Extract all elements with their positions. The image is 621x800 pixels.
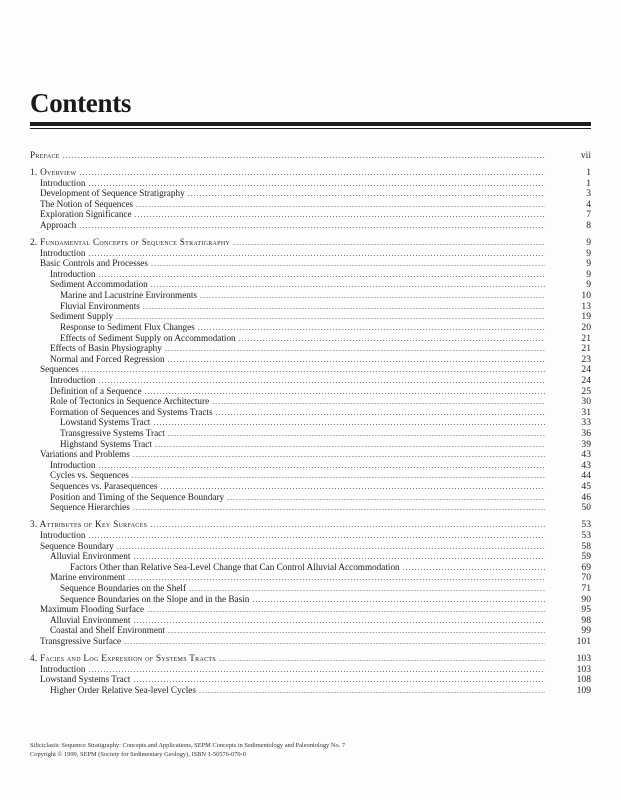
toc-entry [30,209,591,220]
toc-entry [30,396,591,407]
toc-entry-title: Transgressive Systems Tract [60,428,165,439]
toc-entry-title: Lowstand Systems Tract [40,674,131,685]
toc-entry-title: Approach [40,220,77,231]
toc-entry [30,492,591,503]
toc-entry-title: Fluvial Environments [60,300,140,311]
toc-page-number: 69 [581,561,591,573]
toc-entry-title: 2. Fundamental Concepts of Sequence Stratigraphy [30,237,231,248]
toc-page-number: 24 [581,364,591,376]
dot-leader [136,200,545,211]
toc-entry [30,541,591,552]
toc-page-number: 59 [581,551,591,563]
toc-page-number: 70 [581,572,591,584]
toc-entry [30,301,591,312]
toc-entry-title: Position and Timing of the Sequence Boundary [50,491,225,502]
toc-entry-title: Cycles vs. Sequences [50,470,129,481]
toc-page-number: 9 [586,258,591,270]
toc-entry [30,470,591,481]
dot-leader [133,616,545,627]
toc-entry [30,481,591,492]
toc-entry [30,386,591,397]
dot-leader [132,471,545,482]
dot-leader [98,461,545,472]
toc-entry-title: Lowstand Systems Tract [60,417,151,428]
dot-leader [233,238,545,249]
toc-entry-title: Role of Tectonics in Sequence Architecture [50,396,210,407]
toc-entry-title: Sequences [40,364,79,375]
dot-leader [79,221,545,232]
toc-entry [30,417,591,428]
toc-page-number: 58 [581,540,591,552]
toc-entry-title: Formation of Sequences and Systems Tracts [50,406,213,417]
dot-leader [227,493,545,504]
toc-entry-title: Sequence Boundary [40,540,114,551]
toc-entry [30,636,591,647]
toc-page-number: 20 [581,321,591,333]
toc-page-number: 98 [581,614,591,626]
toc-page-number: 43 [581,459,591,471]
toc-entry-title: Basic Controls and Processes [40,258,148,269]
toc-entry-title: Maximum Flooding Surface [40,604,145,615]
toc-entry [30,594,591,605]
toc-entry [30,188,591,199]
toc-entry-title: Introduction [50,374,96,385]
dot-leader [239,334,545,345]
toc-entry-title: 4. Facies and Log Expression of Systems Tracts [30,652,217,663]
toc-page-number: 101 [576,635,591,647]
toc-page-number: 23 [581,353,591,365]
dot-leader [82,365,545,376]
toc-entry [30,583,591,594]
toc-entry-title: Higher Order Relative Sea-level Cycles [50,684,196,695]
toc-page-number: 7 [586,209,591,221]
dot-leader [143,302,545,313]
dot-leader [212,397,545,408]
toc-entry-title: Sediment Accommodation [50,279,148,290]
dot-leader [403,563,545,574]
toc-page-number: 9 [586,247,591,259]
dot-leader [88,665,545,676]
toc-page-number: 10 [581,290,591,302]
toc-chapter-entry [30,150,591,161]
dot-leader [63,151,545,162]
toc-entry [30,685,591,696]
toc-page-number: 43 [581,449,591,461]
toc-page-number: 9 [586,279,591,291]
toc-page-number: 39 [581,438,591,450]
toc-page-number: 71 [581,582,591,594]
toc-page-number: 24 [581,374,591,386]
toc-entry [30,354,591,365]
toc-page-number: 8 [586,220,591,232]
toc-entry [30,199,591,210]
toc-entry-title: Factors Other than Relative Sea-Level Change that Can Control Alluvial Accommodation [70,561,400,572]
toc-entry [30,615,591,626]
toc-entry-title: Exploration Significance [40,209,132,220]
dot-leader [165,344,545,355]
toc-entry-title: Variations and Problems [40,449,130,460]
toc-entry-title: Normal and Forced Regression [50,353,165,364]
toc-entry [30,428,591,439]
toc-entry-title: Sequence Boundaries on the Slope and in the Basin [60,593,250,604]
footer-citation: Siliciclastic Sequence Stratigraphy: Concepts and Applications, SEPM Concepts in Sedimentology and Paleontology No. 7 [30,742,346,749]
toc-entry-title: Marine and Lacustrine Environments [60,290,198,301]
toc-entry [30,674,591,685]
toc-page-number: 90 [581,593,591,605]
toc-chapter-entry [30,653,591,664]
toc-page-number: 99 [581,625,591,637]
dot-leader [133,503,545,514]
dot-leader [135,210,545,221]
toc-entry [30,449,591,460]
toc-entry [30,375,591,386]
dot-leader [147,605,545,616]
toc-entry [30,551,591,562]
dot-leader [168,626,545,637]
dot-leader [117,542,545,553]
toc-page-number: 13 [581,300,591,312]
dot-leader [252,595,545,606]
toc-page-number: 1 [586,167,591,178]
dot-leader [151,259,545,270]
toc-entry-title: Sequences vs. Parasequences [50,481,158,492]
toc-entry-title: Sediment Supply [50,311,114,322]
toc-entry [30,322,591,333]
dot-leader [128,573,545,584]
toc-page-number: 109 [576,684,591,696]
title-rule-thick [30,122,591,126]
toc-entry [30,625,591,636]
toc-entry-title: Definition of a Sequence [50,385,142,396]
dot-leader [216,408,545,419]
toc-page-number: 103 [576,652,591,664]
dot-leader [155,440,545,451]
toc-page-number: 9 [586,268,591,280]
dot-leader [168,429,545,440]
toc-chapter-entry [30,167,591,178]
dot-leader [198,323,545,334]
toc-entry-title: Coastal and Shelf Environment [50,625,166,636]
toc-entry [30,562,591,573]
toc-page-number: 25 [581,385,591,397]
toc-entry-title: 1. Overview [30,167,77,177]
toc-entry [30,279,591,290]
toc-entry [30,572,591,583]
toc-entry-title: Response to Sediment Flux Changes [60,321,195,332]
toc-entry [30,664,591,675]
copyright-footer [30,742,591,759]
toc-page-number: 103 [576,663,591,675]
toc-entry-title: Development of Sequence Stratigraphy [40,188,185,199]
dot-leader [98,270,545,281]
toc-page-number: 108 [576,674,591,686]
toc-entry [30,269,591,280]
toc-entry-title: Sequence Hierarchies [50,502,130,513]
toc-entry-title: Effects of Basin Physiography [50,343,162,354]
toc-entry-title: 3. Attributes of Key Surfaces [30,519,148,530]
toc-entry [30,502,591,513]
toc-page-number: 4 [586,198,591,210]
toc-page-number: 45 [581,481,591,493]
toc-entry-title: Alluvial Environment [50,551,131,562]
toc-page-number: 21 [581,343,591,355]
toc-page-number: 9 [586,237,591,249]
toc-entry-title: Introduction [40,663,86,674]
toc-page-number: 21 [581,332,591,344]
dot-leader [153,418,545,429]
dot-leader [219,654,545,665]
toc-page-number: 31 [581,406,591,418]
toc-entry-title: Marine environment [50,572,126,583]
toc-page-number: 3 [586,188,591,200]
dot-leader [151,280,545,291]
toc-entry-title: Preface [30,150,60,160]
toc-entry-title: Introduction [50,268,96,279]
toc-entry [30,258,591,269]
title-rule-thin [30,128,591,129]
toc-entry [30,248,591,259]
toc-page-number: 30 [581,396,591,408]
toc-page-number: 53 [581,519,591,531]
dot-leader [79,168,545,179]
toc-entry-title: Alluvial Environment [50,614,131,625]
dot-leader [88,531,545,542]
dot-leader [133,450,545,461]
dot-leader [88,249,545,260]
toc-entry [30,364,591,375]
toc-entry [30,604,591,615]
toc-chapter-entry [30,519,591,530]
toc-chapter-entry [30,237,591,248]
dot-leader [124,637,545,648]
toc-entry-title: Introduction [40,177,86,188]
dot-leader [98,376,545,387]
toc-entry-title: Introduction [40,529,86,540]
table-of-contents [30,150,591,695]
dot-leader [168,355,545,366]
toc-entry-title: Sequence Boundaries on the Shelf [60,582,187,593]
toc-page-number: 33 [581,417,591,429]
footer-copyright: Copyright © 1999, SEPM (Society for Sedimentary Geology), ISBN 1-56576-070-0 [30,750,246,758]
toc-page-number: 95 [581,604,591,616]
toc-entry-title: Introduction [50,459,96,470]
toc-entry-title: The Notion of Sequences [40,198,134,209]
toc-page-number: 1 [586,177,591,189]
toc-entry [30,439,591,450]
toc-entry [30,343,591,354]
dot-leader [188,189,545,200]
toc-entry [30,220,591,231]
toc-entry [30,311,591,322]
toc-entry [30,530,591,541]
toc-page-number: 36 [581,428,591,440]
dot-leader [199,686,545,697]
toc-entry-title: Transgressive Surface [40,635,122,646]
toc-entry-title: Highstand Systems Tract [60,438,152,449]
toc-page-number: 50 [581,502,591,514]
toc-entry-title: Effects of Sediment Supply on Accommodation [60,332,236,343]
toc-entry-title: Introduction [40,247,86,258]
toc-entry [30,460,591,471]
toc-page-number: 44 [581,470,591,482]
toc-entry [30,333,591,344]
dot-leader [150,520,545,531]
toc-entry [30,407,591,418]
toc-entry [30,178,591,189]
page-title: Contents [30,88,132,118]
toc-entry [30,290,591,301]
toc-page-number: 46 [581,491,591,503]
toc-page-number: 53 [581,529,591,541]
dot-leader [200,291,545,302]
toc-page-number: vii [580,150,591,161]
toc-page-number: 19 [581,311,591,323]
